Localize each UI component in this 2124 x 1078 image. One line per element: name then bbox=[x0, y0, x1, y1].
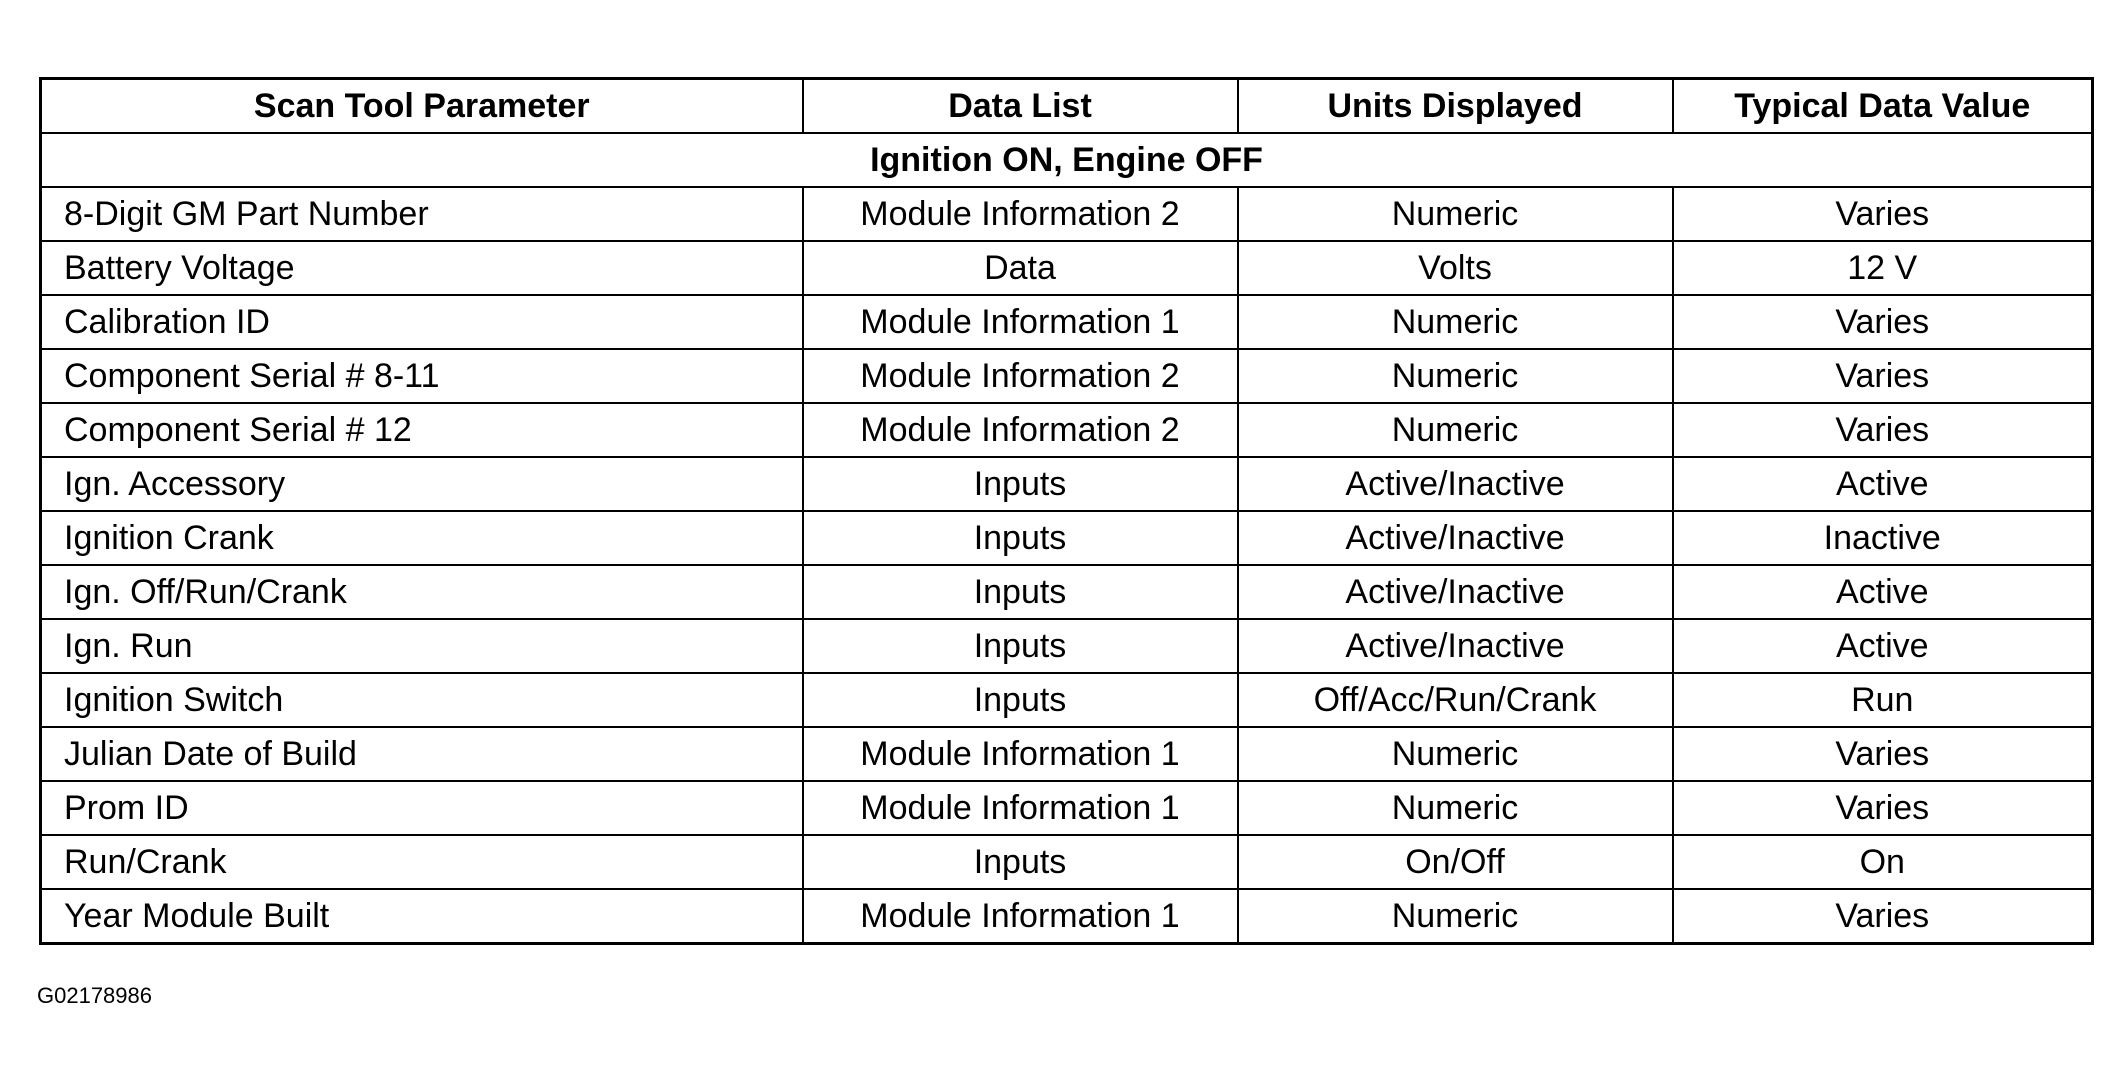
units-cell: Active/Inactive bbox=[1238, 511, 1673, 565]
parameter-cell: Calibration ID bbox=[41, 295, 803, 349]
units-cell: Numeric bbox=[1238, 349, 1673, 403]
parameter-cell: Julian Date of Build bbox=[41, 727, 803, 781]
table-header bbox=[41, 79, 2093, 134]
data-list-cell: Module Information 2 bbox=[803, 349, 1238, 403]
units-cell: Active/Inactive bbox=[1238, 565, 1673, 619]
units-cell: Numeric bbox=[1238, 727, 1673, 781]
parameter-cell: Year Module Built bbox=[41, 889, 803, 944]
typical-value-cell: Varies bbox=[1673, 781, 2093, 835]
table-body bbox=[41, 133, 2093, 944]
table-row bbox=[41, 619, 2093, 673]
data-list-cell: Module Information 1 bbox=[803, 295, 1238, 349]
typical-value-cell: Varies bbox=[1673, 889, 2093, 944]
data-list-cell: Inputs bbox=[803, 835, 1238, 889]
parameter-cell: Ign. Run bbox=[41, 619, 803, 673]
typical-value-cell: Varies bbox=[1673, 349, 2093, 403]
units-cell: Active/Inactive bbox=[1238, 619, 1673, 673]
parameter-cell: Ign. Accessory bbox=[41, 457, 803, 511]
header-units-displayed: Units Displayed bbox=[1238, 79, 1673, 134]
data-list-cell: Inputs bbox=[803, 457, 1238, 511]
typical-value-cell: Varies bbox=[1673, 295, 2093, 349]
header-scan-tool-parameter: Scan Tool Parameter bbox=[41, 79, 803, 134]
units-cell: Numeric bbox=[1238, 187, 1673, 241]
scan-tool-data-table-container bbox=[39, 77, 2091, 945]
header-typical-data-value: Typical Data Value bbox=[1673, 79, 2093, 134]
data-list-cell: Inputs bbox=[803, 511, 1238, 565]
units-cell: Off/Acc/Run/Crank bbox=[1238, 673, 1673, 727]
data-list-cell: Module Information 1 bbox=[803, 727, 1238, 781]
header-row bbox=[41, 79, 2093, 134]
table-row bbox=[41, 457, 2093, 511]
table-row bbox=[41, 187, 2093, 241]
table-row bbox=[41, 403, 2093, 457]
header-data-list: Data List bbox=[803, 79, 1238, 134]
typical-value-cell: On bbox=[1673, 835, 2093, 889]
table-row bbox=[41, 565, 2093, 619]
parameter-cell: Battery Voltage bbox=[41, 241, 803, 295]
table-row bbox=[41, 241, 2093, 295]
units-cell: On/Off bbox=[1238, 835, 1673, 889]
parameter-cell: 8-Digit GM Part Number bbox=[41, 187, 803, 241]
data-list-cell: Module Information 1 bbox=[803, 889, 1238, 944]
table-row bbox=[41, 889, 2093, 944]
parameter-cell: Ignition Crank bbox=[41, 511, 803, 565]
table-row bbox=[41, 673, 2093, 727]
units-cell: Numeric bbox=[1238, 295, 1673, 349]
parameter-cell: Component Serial # 12 bbox=[41, 403, 803, 457]
units-cell: Active/Inactive bbox=[1238, 457, 1673, 511]
data-list-cell: Module Information 2 bbox=[803, 187, 1238, 241]
data-list-cell: Inputs bbox=[803, 565, 1238, 619]
typical-value-cell: Inactive bbox=[1673, 511, 2093, 565]
units-cell: Volts bbox=[1238, 241, 1673, 295]
typical-value-cell: 12 V bbox=[1673, 241, 2093, 295]
units-cell: Numeric bbox=[1238, 889, 1673, 944]
table-row bbox=[41, 511, 2093, 565]
units-cell: Numeric bbox=[1238, 781, 1673, 835]
data-list-cell: Inputs bbox=[803, 673, 1238, 727]
parameter-cell: Prom ID bbox=[41, 781, 803, 835]
data-list-cell: Data bbox=[803, 241, 1238, 295]
table-row bbox=[41, 835, 2093, 889]
typical-value-cell: Varies bbox=[1673, 727, 2093, 781]
parameter-cell: Ign. Off/Run/Crank bbox=[41, 565, 803, 619]
table-row bbox=[41, 295, 2093, 349]
data-list-cell: Inputs bbox=[803, 619, 1238, 673]
units-cell: Numeric bbox=[1238, 403, 1673, 457]
typical-value-cell: Varies bbox=[1673, 403, 2093, 457]
typical-value-cell: Active bbox=[1673, 565, 2093, 619]
typical-value-cell: Varies bbox=[1673, 187, 2093, 241]
typical-value-cell: Run bbox=[1673, 673, 2093, 727]
parameter-cell: Ignition Switch bbox=[41, 673, 803, 727]
section-title: Ignition ON, Engine OFF bbox=[41, 133, 2093, 187]
typical-value-cell: Active bbox=[1673, 619, 2093, 673]
parameter-cell: Run/Crank bbox=[41, 835, 803, 889]
typical-value-cell: Active bbox=[1673, 457, 2093, 511]
table-row bbox=[41, 727, 2093, 781]
data-list-cell: Module Information 2 bbox=[803, 403, 1238, 457]
figure-id: G02178986 bbox=[37, 983, 152, 1008]
data-list-cell: Module Information 1 bbox=[803, 781, 1238, 835]
section-row bbox=[41, 133, 2093, 187]
table-row bbox=[41, 349, 2093, 403]
scan-tool-data-table bbox=[39, 77, 2094, 945]
table-row bbox=[41, 781, 2093, 835]
parameter-cell: Component Serial # 8-11 bbox=[41, 349, 803, 403]
